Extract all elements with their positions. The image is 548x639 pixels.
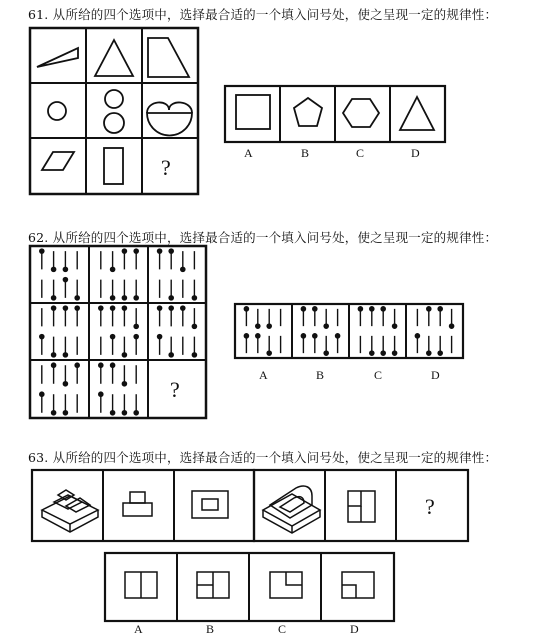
- q62-pin-dot: [51, 306, 56, 311]
- q62-option-c[interactable]: C: [374, 368, 383, 382]
- q61-option-b[interactable]: B: [301, 146, 310, 160]
- q62-pin-dot: [192, 296, 197, 301]
- q62-pin-dot: [370, 307, 375, 312]
- q62-pin-dot: [381, 351, 386, 356]
- q62-pin-dot: [134, 334, 139, 339]
- q62-pin-dot: [63, 277, 68, 282]
- q63-option-a[interactable]: A: [134, 622, 143, 636]
- q62-option-d[interactable]: D: [431, 368, 440, 382]
- q62-pin-dot: [110, 306, 115, 311]
- q62-pin-dot: [40, 334, 45, 339]
- q62-pin-dot: [110, 296, 115, 301]
- q62-pin-dot: [169, 249, 174, 254]
- q62-pin-dot: [157, 306, 162, 311]
- q62-pin-dot: [192, 353, 197, 358]
- q62-pin-dot: [381, 307, 386, 312]
- q62-pin-dot: [110, 334, 115, 339]
- q62-pin-dot: [324, 324, 329, 329]
- q62-pin-dot: [75, 306, 80, 311]
- q63-option-d[interactable]: D: [350, 622, 359, 636]
- q62-pin-dot: [181, 306, 186, 311]
- q62-pin-dot: [40, 392, 45, 397]
- q62-pin-dot: [110, 267, 115, 272]
- question-62-text: 62. 从所给的四个选项中，选择最合适的一个填入问号处，使之呈现一定的规律性：: [28, 230, 498, 245]
- q62-pin-dot: [370, 351, 375, 356]
- q62-pin-dot: [99, 306, 104, 311]
- q62-pin-dot: [192, 324, 197, 329]
- q62-pin-dot: [51, 296, 56, 301]
- q61-option-d[interactable]: D: [411, 146, 420, 160]
- q62-pin-dot: [438, 307, 443, 312]
- q62-pin-dot: [40, 249, 45, 254]
- q62-pin-dot: [134, 324, 139, 329]
- q62-pin-dot: [255, 324, 260, 329]
- q62-pin-dot: [427, 307, 432, 312]
- q62-pin-dot: [75, 296, 80, 301]
- q62-pin-dot: [157, 334, 162, 339]
- q62-pin-dot: [169, 296, 174, 301]
- q62-pin-dot: [51, 410, 56, 415]
- q62-pin-dot: [63, 267, 68, 272]
- q62-pin-dot: [255, 334, 260, 339]
- q62-pin-dot: [122, 381, 127, 386]
- q62-pin-dot: [358, 307, 363, 312]
- q62-pin-dot: [438, 351, 443, 356]
- q62-pin-dot: [301, 334, 306, 339]
- q62-pin-dot: [427, 351, 432, 356]
- q62-pin-dot: [244, 307, 249, 312]
- q62-pin-dot: [169, 306, 174, 311]
- q62-pin-dot: [301, 307, 306, 312]
- q62-pin-dot: [244, 334, 249, 339]
- q62-pin-dot: [51, 353, 56, 358]
- question-63-text: 63. 从所给的四个选项中，选择最合适的一个填入问号处，使之呈现一定的规律性：: [28, 450, 498, 465]
- q62-pin-dot: [122, 353, 127, 358]
- q62-pin-dot: [63, 410, 68, 415]
- q62-pin-dot: [157, 249, 162, 254]
- q62-pin-dot: [267, 324, 272, 329]
- q62-pin-dot: [63, 306, 68, 311]
- q62-pin-dot: [63, 381, 68, 386]
- q62-pin-dot: [169, 353, 174, 358]
- q62-option-a[interactable]: A: [259, 368, 268, 382]
- q61-question-mark: ?: [161, 155, 171, 180]
- q62-pin-dot: [99, 363, 104, 368]
- q61-option-a[interactable]: A: [244, 146, 253, 160]
- q62-pin-dot: [75, 363, 80, 368]
- question-61-text: 61. 从所给的四个选项中，选择最合适的一个填入问号处，使之呈现一定的规律性：: [28, 7, 498, 22]
- q62-pin-dot: [134, 296, 139, 301]
- q62-pin-dot: [313, 334, 318, 339]
- q62-pin-dot: [122, 296, 127, 301]
- q62-pin-dot: [51, 267, 56, 272]
- q62-pin-dot: [99, 392, 104, 397]
- q62-pin-dot: [267, 351, 272, 356]
- q62-pin-dot: [449, 324, 454, 329]
- q63-question-mark: ?: [425, 494, 435, 519]
- q62-pin-dot: [335, 334, 340, 339]
- q62-pin-dot: [110, 363, 115, 368]
- q62-pin-dot: [63, 353, 68, 358]
- q62-pin-dot: [181, 267, 186, 272]
- q62-pin-dot: [110, 410, 115, 415]
- q61-option-c[interactable]: C: [356, 146, 365, 160]
- q62-option-b[interactable]: B: [316, 368, 325, 382]
- q62-pin-dot: [51, 363, 56, 368]
- q62-pin-dot: [122, 306, 127, 311]
- q62-pin-dot: [415, 334, 420, 339]
- q62-question-mark: ?: [170, 377, 180, 402]
- q62-pin-dot: [122, 249, 127, 254]
- q63-option-c[interactable]: C: [278, 622, 287, 636]
- q62-pin-dot: [134, 410, 139, 415]
- q62-pin-dot: [324, 351, 329, 356]
- q62-pin-dot: [122, 410, 127, 415]
- q62-pin-dot: [313, 307, 318, 312]
- q62-pin-dot: [392, 324, 397, 329]
- q62-pin-dot: [134, 249, 139, 254]
- q63-option-b[interactable]: B: [206, 622, 215, 636]
- q62-pin-dot: [392, 351, 397, 356]
